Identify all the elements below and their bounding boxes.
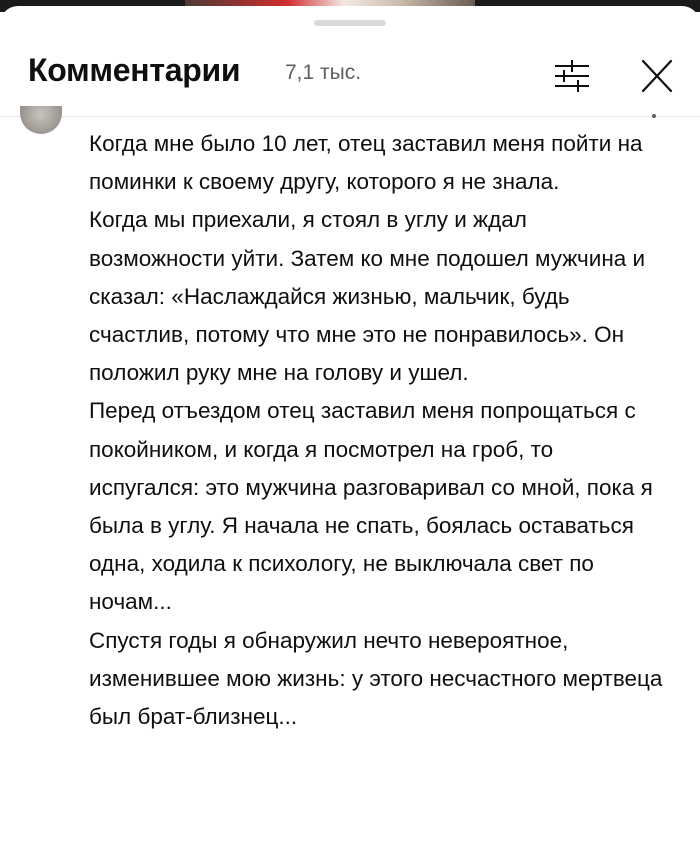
comment-text: [89, 125, 669, 736]
page-title: Комментарии: [28, 52, 241, 88]
close-button[interactable]: [636, 56, 678, 96]
avatar[interactable]: [20, 106, 62, 134]
comment-paragraph: Спустя годы я обнаружил нечто невероятное, изменившее мою жизнь: у этого несчастного мертвеца был брат-близнец...: [89, 627, 663, 730]
comments-header: [0, 36, 700, 117]
comment-paragraph: Когда мне было 10 лет, отец заставил меня пойти на поминки к своему другу, которого я не знала.: [89, 131, 643, 195]
more-vertical-icon[interactable]: [652, 114, 656, 118]
sort-filter-button[interactable]: [550, 56, 594, 96]
comment-count: 7,1 тыс.: [285, 61, 362, 84]
close-icon: [636, 56, 678, 96]
sliders-icon: [550, 56, 594, 96]
drag-handle[interactable]: [314, 20, 386, 26]
comments-sheet: [0, 6, 700, 842]
comment-paragraph: Перед отъездом отец заставил меня попрощаться с покойником, и когда я посмотрел на гроб, то испугался: это мужчина разговаривал со мной, пока я была в углу. Я начала не спать, боялась оставаться одна, ходила к психологу, не выключала свет по ночам...: [89, 398, 653, 615]
comment-paragraph: Когда мы приехали, я стоял в углу и ждал возможности уйти. Затем ко мне подошел мужчина и сказал: «Наслаждайся жизнью, мальчик, будь счастлив, потому что мне это не понравилось». Он положил руку мне на голову и ушел.: [89, 207, 646, 386]
